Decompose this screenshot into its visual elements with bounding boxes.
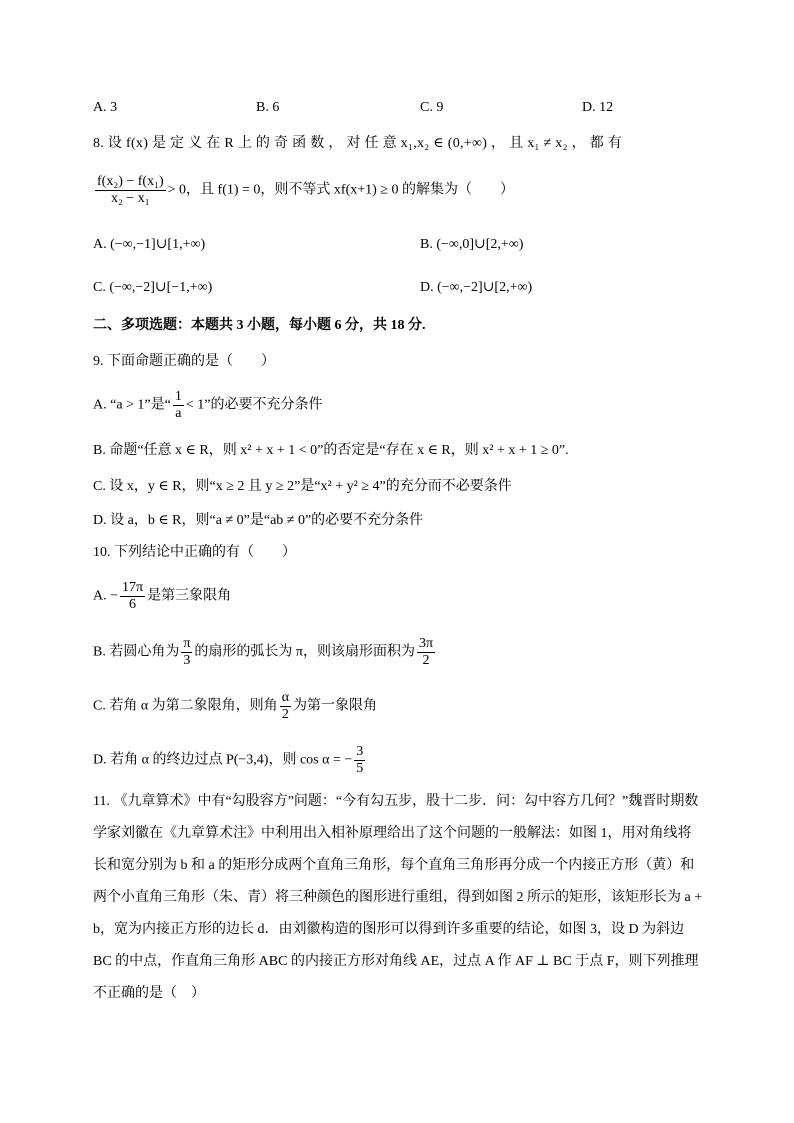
q10-option-d: D. 若角 α 的终边过点 P(−3,4)，则 cos α = − $\frac{3}{5}$ bbox=[93, 744, 364, 776]
q9-option-c: C. 设 x，y ∈ R，则“x ≥ 2 且 y ≥ 2”是“x² + y² ≥ 4”的充分而不必要条件 bbox=[93, 479, 512, 494]
q7-option-d: D. 12 bbox=[582, 100, 614, 115]
q8-fraction-numerator: f(x₂) − f(x₁) bbox=[97, 174, 164, 189]
q10-b-fraction-1: $\frac{\pi}{3}$ bbox=[183, 636, 191, 668]
q8-option-a: A. (−∞,−1]∪[1,+∞) bbox=[93, 237, 206, 252]
q7-option-c: C. 9 bbox=[420, 100, 444, 115]
q8-stem-line2 bbox=[93, 174, 514, 207]
q9-stem: 9. 下面命题正确的是（ ） bbox=[93, 354, 275, 369]
q10-b-fraction-2: $\frac{3\pi}{2}$ bbox=[419, 636, 434, 668]
q7-option-b: B. 6 bbox=[256, 100, 280, 115]
q9-a-fraction: $\frac{1}{a}$ bbox=[174, 389, 182, 421]
q10-option-b: B. 若圆心角为 $\frac{\pi}{3}$ 的扇形的弧长为 π，则该扇形面积为 $\frac{3\pi}{2}$ bbox=[93, 636, 434, 668]
q10-a-fraction: $\frac{17\pi}{6}$ bbox=[122, 580, 144, 612]
q10-stem: 10. 下列结论中正确的有（ ） bbox=[93, 545, 296, 560]
q8-stem-line1: 8. 设 f(x) 是 定 义 在 R 上 的 奇 函 数 ， 对 任 意 x₁,x₂ ∈ (0,+∞) ， 且 x₁ ≠ x₂ ， 都 有 bbox=[93, 136, 623, 151]
q8-option-d: D. (−∞,−2]∪[2,+∞) bbox=[420, 280, 533, 295]
q8-option-b: B. (−∞,0]∪[2,+∞) bbox=[420, 237, 524, 252]
q11-paragraph: 11. 《九章算术》中有“勾股容方”问题：“今有勾五步，股十二步．问：勾中容方几何？”魏晋时期数学家刘徽在《九章算术注》中利用出入相补原理给出了这个问题的一般解法：如图 1，用对角线将长和宽分别为 b 和 a 的矩形分成两个直角三角形，每个直角三角形再分成一个内接正方形（黄）和两个小直角三角形（朱、青）将三种颜色的图形进行重组，得到如图 2 所示的矩形，该矩形长为 a + b，宽为内接正方形的边长 d．由刘徽构造的图形可以得到许多重要的结论，如图 3，设 D 为斜边 BC 的中点，作直角三角形 ABC 的内接正方形对角线 AE，过点 A 作 AF ⊥ BC 于点 F，则下列推理不正确的是（ ） bbox=[93, 794, 703, 1001]
q9-option-a: A. “a > 1”是“ $\frac{1}{a}$ < 1”的必要不充分条件 bbox=[93, 389, 323, 421]
q8-stem-tail: > 0，且 f(1) = 0，则不等式 xf(x+1) ≥ 0 的解集为（ ） bbox=[167, 182, 514, 198]
q10-d-fraction: $\frac{3}{5}$ bbox=[356, 744, 364, 776]
section-heading: 二、多项选题：本题共 3 小题，每小题 6 分，共 18 分. bbox=[93, 318, 426, 333]
q9-option-b: B. 命题“任意 x ∈ R，则 x² + x + 1 < 0”的否定是“存在 x ∈ R，则 x² + x + 1 ≥ 0”. bbox=[93, 443, 569, 458]
q10-option-a: A. − $\frac{17\pi}{6}$ 是第三象限角 bbox=[93, 580, 232, 612]
q7-option-a: A. 3 bbox=[93, 100, 118, 115]
q8-fraction bbox=[95, 174, 166, 207]
q8-fraction-denominator: x₂ − x₁ bbox=[110, 191, 150, 206]
q9-option-d: D. 设 a，b ∈ R，则“a ≠ 0”是“ab ≠ 0”的必要不充分条件 bbox=[93, 513, 424, 528]
q8-option-c: C. (−∞,−2]∪[−1,+∞) bbox=[93, 280, 213, 295]
q10-option-c: C. 若角 α 为第二象限角，则角 $\frac{\alpha}{2}$ 为第一象限角 bbox=[93, 690, 378, 722]
q10-c-fraction: $\frac{\alpha}{2}$ bbox=[281, 690, 290, 722]
